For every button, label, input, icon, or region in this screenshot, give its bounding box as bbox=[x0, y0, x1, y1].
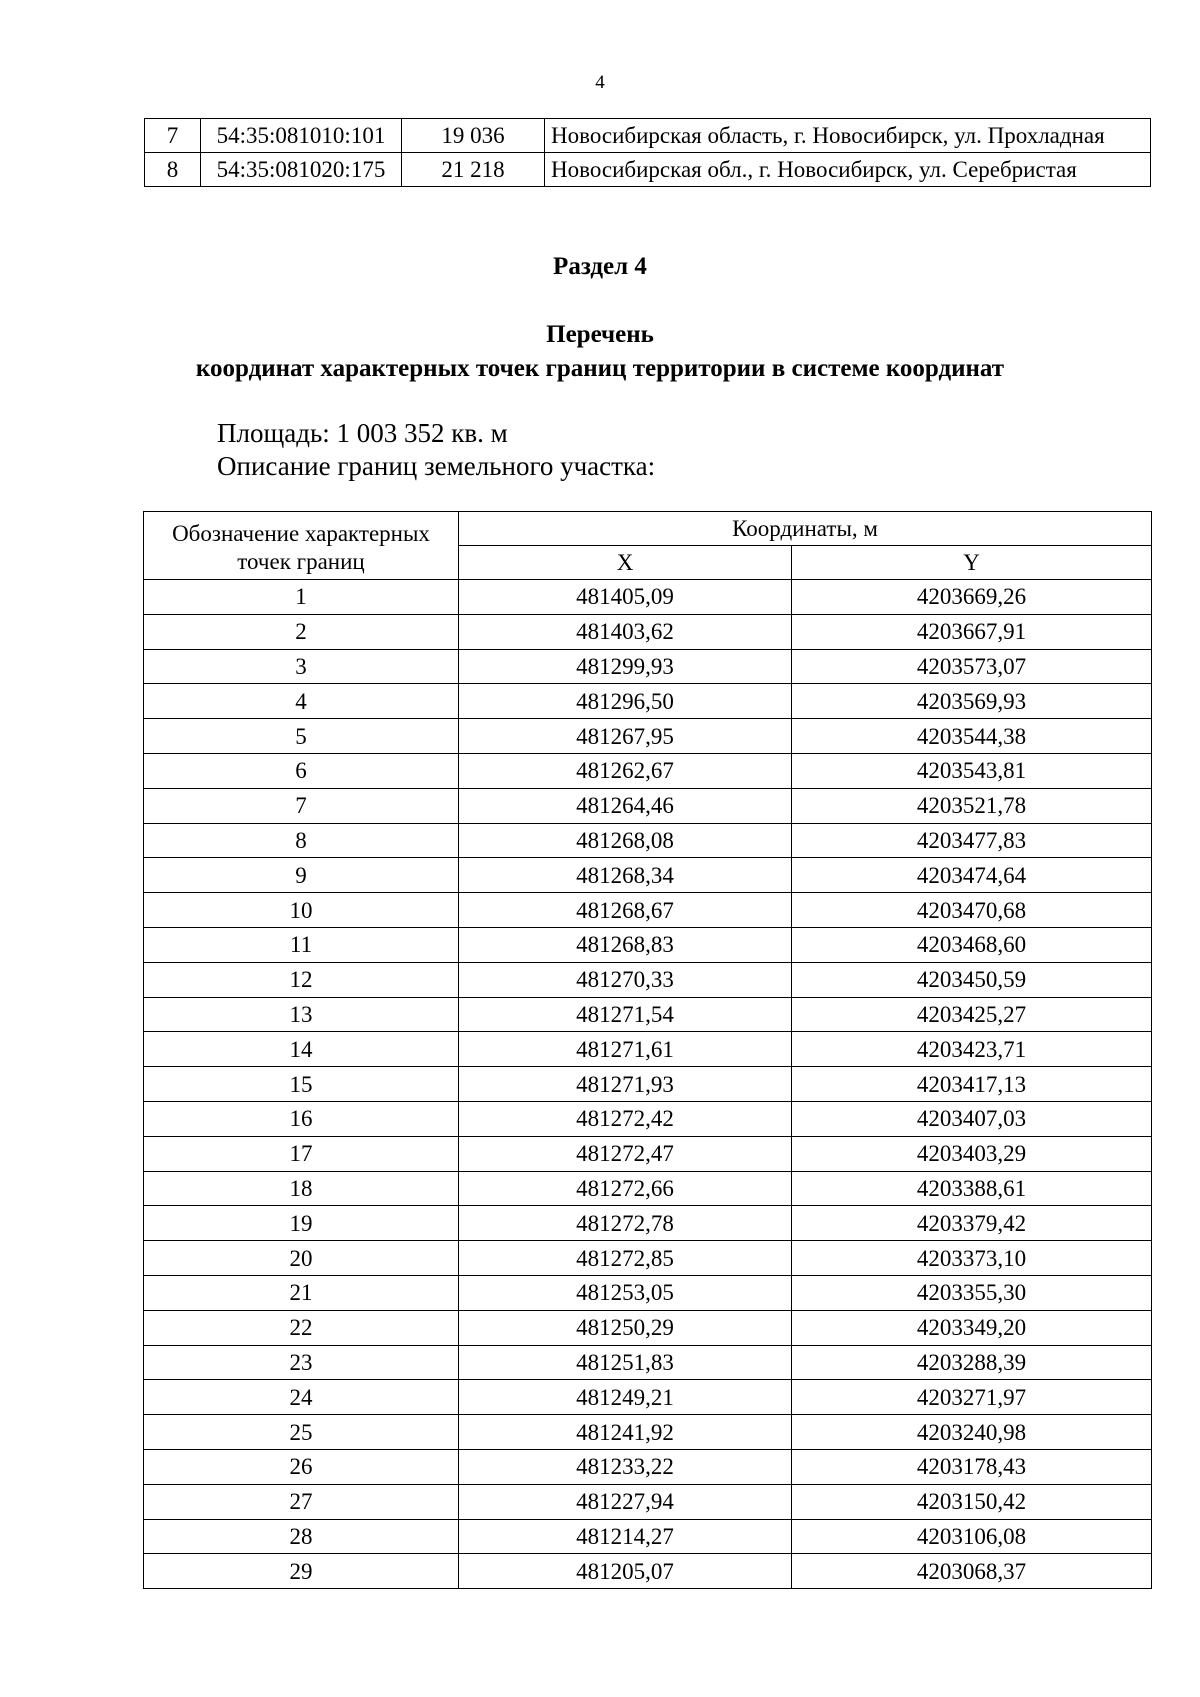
coordinate-y: 4203355,30 bbox=[792, 1275, 1152, 1310]
table-row bbox=[144, 719, 1152, 754]
coordinate-x: 481268,34 bbox=[459, 858, 792, 893]
parcel-address: Новосибирская обл., г. Новосибирск, ул. Серебристая bbox=[545, 153, 1151, 187]
point-number: 8 bbox=[144, 823, 459, 858]
coordinate-x: 481264,46 bbox=[459, 788, 792, 823]
point-number: 9 bbox=[144, 858, 459, 893]
coordinate-y: 4203068,37 bbox=[792, 1554, 1152, 1589]
coordinate-y: 4203474,64 bbox=[792, 858, 1152, 893]
table-row bbox=[144, 1554, 1152, 1589]
parcel-area: 19 036 bbox=[402, 119, 545, 153]
table-row bbox=[144, 1449, 1152, 1484]
coordinate-x: 481268,83 bbox=[459, 927, 792, 962]
table-row bbox=[144, 753, 1152, 788]
point-number: 14 bbox=[144, 1032, 459, 1067]
point-number: 24 bbox=[144, 1380, 459, 1415]
table-row bbox=[144, 1275, 1152, 1310]
coordinate-x: 481268,67 bbox=[459, 893, 792, 928]
coordinate-x: 481267,95 bbox=[459, 719, 792, 754]
table-row bbox=[144, 580, 1152, 615]
parcel-number: 7 bbox=[145, 119, 201, 153]
coordinate-y: 4203425,27 bbox=[792, 997, 1152, 1032]
point-number: 22 bbox=[144, 1310, 459, 1345]
coordinate-y: 4203573,07 bbox=[792, 649, 1152, 684]
point-number: 15 bbox=[144, 1067, 459, 1102]
coordinate-x: 481272,47 bbox=[459, 1136, 792, 1171]
header-points: Обозначение характерных точек границ bbox=[144, 512, 459, 580]
point-number: 7 bbox=[144, 788, 459, 823]
parcels-table bbox=[144, 118, 1151, 187]
table-row bbox=[144, 614, 1152, 649]
point-number: 1 bbox=[144, 580, 459, 615]
coordinate-x: 481270,33 bbox=[459, 962, 792, 997]
table-row bbox=[144, 1519, 1152, 1554]
coordinate-x: 481272,85 bbox=[459, 1241, 792, 1276]
coordinate-y: 4203470,68 bbox=[792, 893, 1152, 928]
coordinate-x: 481272,42 bbox=[459, 1101, 792, 1136]
table-header-row bbox=[144, 512, 1152, 546]
coordinate-x: 481403,62 bbox=[459, 614, 792, 649]
point-number: 10 bbox=[144, 893, 459, 928]
coordinate-x: 481253,05 bbox=[459, 1275, 792, 1310]
coordinate-x: 481299,93 bbox=[459, 649, 792, 684]
point-number: 6 bbox=[144, 753, 459, 788]
table-row bbox=[144, 1032, 1152, 1067]
point-number: 12 bbox=[144, 962, 459, 997]
coordinate-x: 481241,92 bbox=[459, 1415, 792, 1450]
point-number: 2 bbox=[144, 614, 459, 649]
coordinate-y: 4203150,42 bbox=[792, 1484, 1152, 1519]
coordinate-y: 4203403,29 bbox=[792, 1136, 1152, 1171]
table-row bbox=[144, 649, 1152, 684]
coordinate-y: 4203240,98 bbox=[792, 1415, 1152, 1450]
coordinate-y: 4203450,59 bbox=[792, 962, 1152, 997]
list-title-line-1: Перечень bbox=[546, 321, 654, 348]
coordinate-y: 4203667,91 bbox=[792, 614, 1152, 649]
coordinate-x: 481250,29 bbox=[459, 1310, 792, 1345]
coordinate-y: 4203417,13 bbox=[792, 1067, 1152, 1102]
point-number: 5 bbox=[144, 719, 459, 754]
point-number: 11 bbox=[144, 927, 459, 962]
coordinate-y: 4203349,20 bbox=[792, 1310, 1152, 1345]
coordinate-x: 481251,83 bbox=[459, 1345, 792, 1380]
coordinate-x: 481205,07 bbox=[459, 1554, 792, 1589]
table-row bbox=[144, 997, 1152, 1032]
table-row bbox=[144, 1206, 1152, 1241]
coordinate-x: 481268,08 bbox=[459, 823, 792, 858]
point-number: 13 bbox=[144, 997, 459, 1032]
point-number: 27 bbox=[144, 1484, 459, 1519]
coordinate-x: 481233,22 bbox=[459, 1449, 792, 1484]
point-number: 19 bbox=[144, 1206, 459, 1241]
point-number: 3 bbox=[144, 649, 459, 684]
point-number: 4 bbox=[144, 684, 459, 719]
coordinate-y: 4203477,83 bbox=[792, 823, 1152, 858]
cadastral-number: 54:35:081010:101 bbox=[201, 119, 402, 153]
table-row bbox=[144, 1067, 1152, 1102]
coordinate-y: 4203379,42 bbox=[792, 1206, 1152, 1241]
table-row bbox=[144, 1380, 1152, 1415]
coordinate-y: 4203468,60 bbox=[792, 927, 1152, 962]
point-number: 16 bbox=[144, 1101, 459, 1136]
point-number: 29 bbox=[144, 1554, 459, 1589]
coordinate-x: 481227,94 bbox=[459, 1484, 792, 1519]
table-row bbox=[144, 1415, 1152, 1450]
point-number: 26 bbox=[144, 1449, 459, 1484]
coordinate-y: 4203388,61 bbox=[792, 1171, 1152, 1206]
coordinate-y: 4203271,97 bbox=[792, 1380, 1152, 1415]
coordinate-x: 481262,67 bbox=[459, 753, 792, 788]
cadastral-number: 54:35:081020:175 bbox=[201, 153, 402, 187]
table-row bbox=[144, 1310, 1152, 1345]
section-title: Раздел 4 bbox=[553, 253, 647, 280]
coordinate-x: 481296,50 bbox=[459, 684, 792, 719]
table-row bbox=[144, 962, 1152, 997]
coordinate-x: 481405,09 bbox=[459, 580, 792, 615]
table-row bbox=[145, 153, 1151, 187]
table-row bbox=[144, 1241, 1152, 1276]
coordinate-y: 4203373,10 bbox=[792, 1241, 1152, 1276]
table-row bbox=[144, 1136, 1152, 1171]
table-row bbox=[144, 684, 1152, 719]
coordinate-y: 4203106,08 bbox=[792, 1519, 1152, 1554]
coordinate-x: 481272,66 bbox=[459, 1171, 792, 1206]
coordinates-table bbox=[143, 511, 1152, 1589]
coordinate-y: 4203569,93 bbox=[792, 684, 1152, 719]
table-row bbox=[144, 893, 1152, 928]
parcel-area: 21 218 bbox=[402, 153, 545, 187]
coordinate-x: 481249,21 bbox=[459, 1380, 792, 1415]
coordinate-y: 4203521,78 bbox=[792, 788, 1152, 823]
header-y: Y bbox=[792, 546, 1152, 580]
point-number: 17 bbox=[144, 1136, 459, 1171]
point-number: 25 bbox=[144, 1415, 459, 1450]
coordinate-y: 4203543,81 bbox=[792, 753, 1152, 788]
coordinate-y: 4203178,43 bbox=[792, 1449, 1152, 1484]
coordinate-y: 4203544,38 bbox=[792, 719, 1152, 754]
area-text: Площадь: 1 003 352 кв. м bbox=[217, 418, 508, 448]
coordinate-y: 4203423,71 bbox=[792, 1032, 1152, 1067]
point-number: 18 bbox=[144, 1171, 459, 1206]
header-coordinates: Координаты, м bbox=[459, 512, 1152, 546]
list-title-line-2: координат характерных точек границ территории в системе координат bbox=[195, 355, 1005, 382]
parcel-address: Новосибирская область, г. Новосибирск, ул. Прохладная bbox=[545, 119, 1151, 153]
table-row bbox=[144, 858, 1152, 893]
point-number: 20 bbox=[144, 1241, 459, 1276]
table-row bbox=[144, 823, 1152, 858]
table-row bbox=[144, 1171, 1152, 1206]
parcel-number: 8 bbox=[145, 153, 201, 187]
table-row bbox=[144, 788, 1152, 823]
coordinate-y: 4203288,39 bbox=[792, 1345, 1152, 1380]
table-row bbox=[144, 1484, 1152, 1519]
boundary-description-text: Описание границ земельного участка: bbox=[217, 451, 656, 481]
coordinate-x: 481271,93 bbox=[459, 1067, 792, 1102]
table-row bbox=[144, 1345, 1152, 1380]
coordinate-x: 481272,78 bbox=[459, 1206, 792, 1241]
point-number: 21 bbox=[144, 1275, 459, 1310]
point-number: 23 bbox=[144, 1345, 459, 1380]
coordinate-x: 481214,27 bbox=[459, 1519, 792, 1554]
coordinate-y: 4203407,03 bbox=[792, 1101, 1152, 1136]
table-row bbox=[144, 927, 1152, 962]
list-title bbox=[0, 318, 1200, 386]
coordinate-x: 481271,54 bbox=[459, 997, 792, 1032]
coordinate-x: 481271,61 bbox=[459, 1032, 792, 1067]
coordinate-y: 4203669,26 bbox=[792, 580, 1152, 615]
page-number: 4 bbox=[595, 72, 605, 93]
header-x: X bbox=[459, 546, 792, 580]
point-number: 28 bbox=[144, 1519, 459, 1554]
table-row bbox=[145, 119, 1151, 153]
table-row bbox=[144, 1101, 1152, 1136]
